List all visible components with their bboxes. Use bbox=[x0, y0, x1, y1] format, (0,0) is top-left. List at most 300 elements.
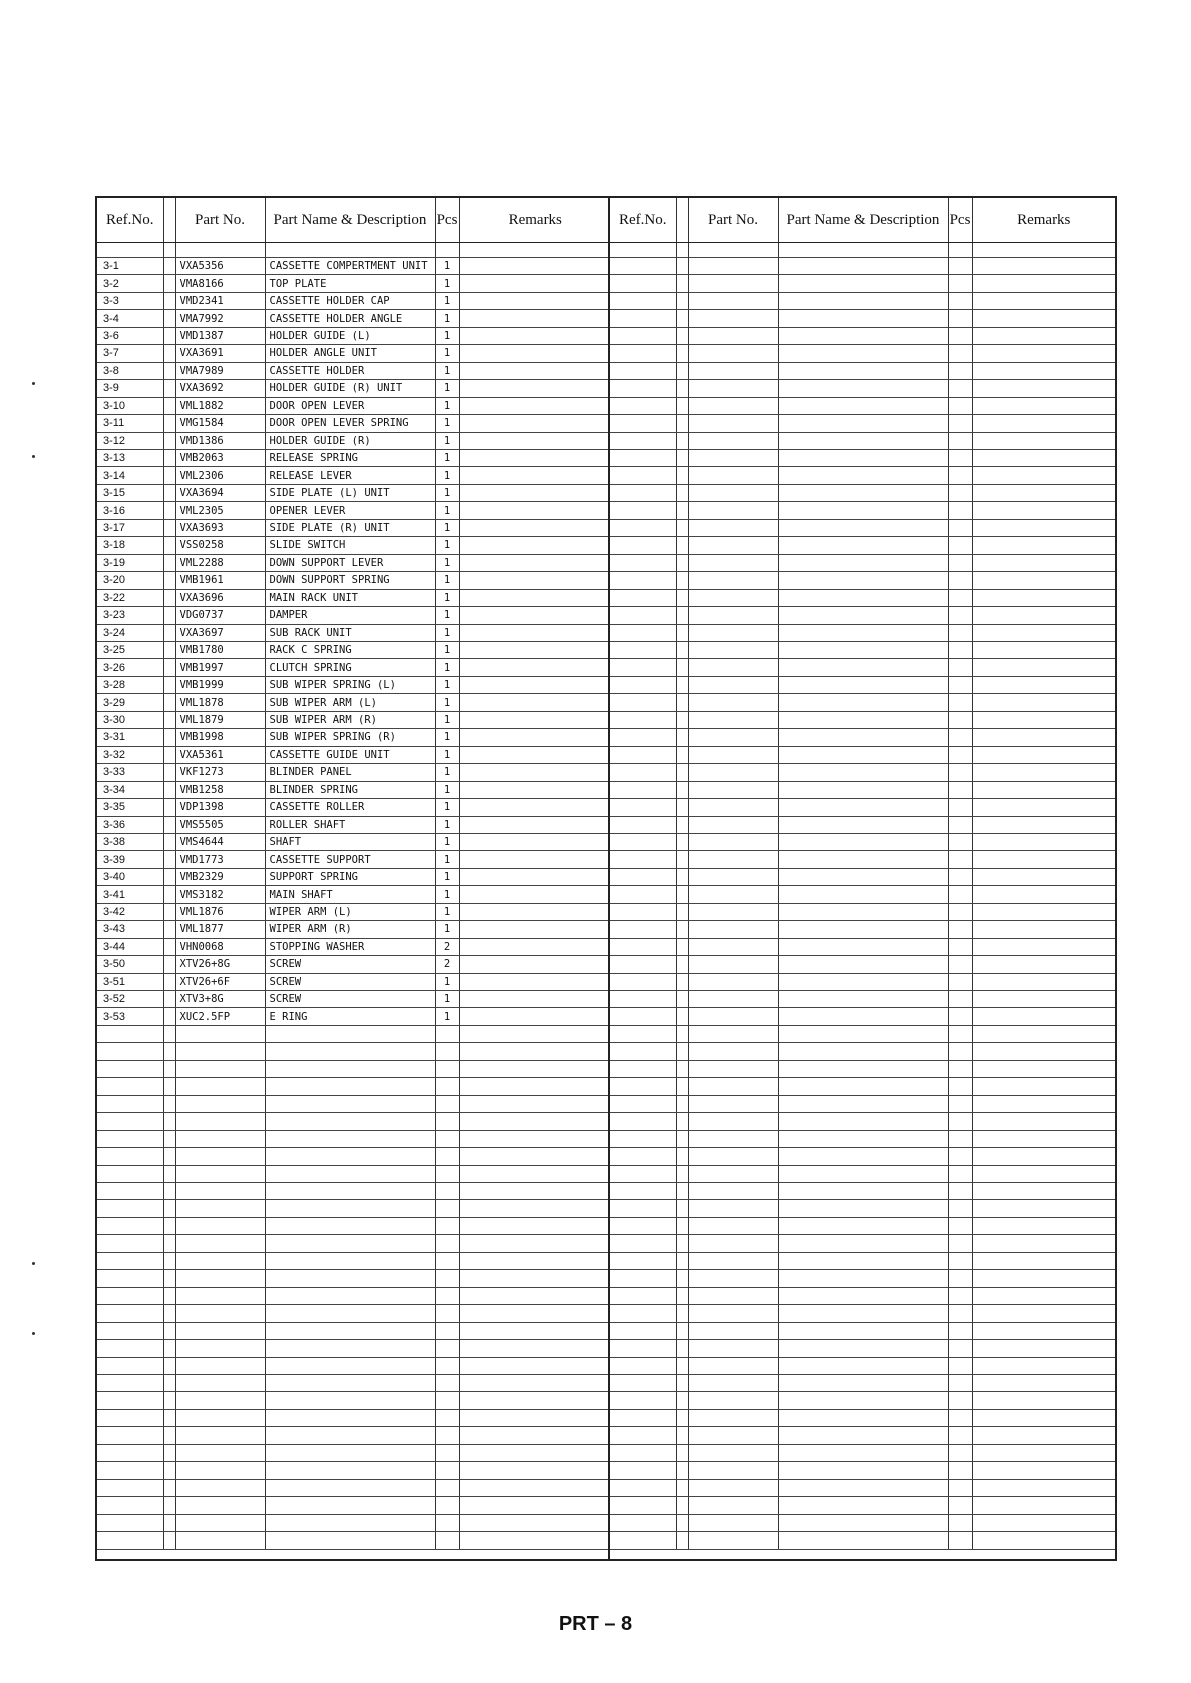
spacer-cell bbox=[163, 659, 175, 676]
pcs-cell bbox=[948, 711, 972, 728]
ref-cell bbox=[610, 991, 676, 1008]
ref-cell bbox=[610, 519, 676, 536]
pcs-cell bbox=[948, 868, 972, 885]
pcs-cell bbox=[948, 345, 972, 362]
pcs-cell: 1 bbox=[435, 886, 459, 903]
part-no-cell bbox=[175, 1270, 265, 1287]
ref-cell bbox=[610, 1514, 676, 1531]
pcs-cell bbox=[435, 1392, 459, 1409]
part-name-cell: SUB WIPER ARM (L) bbox=[265, 694, 435, 711]
ref-cell bbox=[610, 415, 676, 432]
pcs-cell bbox=[948, 1060, 972, 1077]
part-no-cell: VML1879 bbox=[175, 711, 265, 728]
ref-cell bbox=[610, 781, 676, 798]
part-name-cell bbox=[265, 1025, 435, 1042]
pcs-cell: 1 bbox=[435, 432, 459, 449]
remarks-cell bbox=[972, 1479, 1115, 1496]
part-no-cell: VMD2341 bbox=[175, 292, 265, 309]
part-no-cell bbox=[688, 746, 778, 763]
part-no-cell bbox=[688, 1130, 778, 1147]
remarks-cell bbox=[459, 659, 611, 676]
ref-cell bbox=[610, 432, 676, 449]
part-name-cell bbox=[265, 1217, 435, 1234]
ref-cell bbox=[610, 1183, 676, 1200]
part-name-cell: MAIN RACK UNIT bbox=[265, 589, 435, 606]
part-no-cell: VMD1773 bbox=[175, 851, 265, 868]
empty-table-row bbox=[610, 397, 1115, 414]
table-row bbox=[97, 432, 611, 449]
spacer-cell bbox=[163, 1252, 175, 1269]
pcs-cell bbox=[948, 1532, 972, 1549]
empty-table-row bbox=[97, 1357, 611, 1374]
pcs-cell: 1 bbox=[435, 607, 459, 624]
spacer-cell bbox=[676, 676, 688, 693]
spacer-cell bbox=[676, 554, 688, 571]
empty-table-row bbox=[610, 1270, 1115, 1287]
part-name-cell bbox=[778, 938, 948, 955]
part-no-cell: VMS5505 bbox=[175, 816, 265, 833]
table-row bbox=[97, 694, 611, 711]
part-no-cell: VML2305 bbox=[175, 502, 265, 519]
part-no-cell: VMD1386 bbox=[175, 432, 265, 449]
empty-table-row bbox=[97, 1497, 611, 1514]
part-name-cell bbox=[778, 415, 948, 432]
part-name-cell: WIPER ARM (L) bbox=[265, 903, 435, 920]
part-name-cell bbox=[265, 1287, 435, 1304]
empty-table-row bbox=[610, 502, 1115, 519]
remarks-cell bbox=[972, 1025, 1115, 1042]
spacer-cell bbox=[163, 292, 175, 309]
ref-cell bbox=[610, 607, 676, 624]
part-name-cell bbox=[265, 1497, 435, 1514]
part-no-cell bbox=[688, 764, 778, 781]
part-name-cell: SIDE PLATE (L) UNIT bbox=[265, 484, 435, 501]
part-name-cell bbox=[778, 1183, 948, 1200]
part-no-cell bbox=[175, 1148, 265, 1165]
ref-cell bbox=[610, 449, 676, 466]
remarks-cell bbox=[459, 1095, 611, 1112]
ref-cell bbox=[610, 1095, 676, 1112]
remarks-cell bbox=[972, 1217, 1115, 1234]
part-no-cell bbox=[175, 1217, 265, 1234]
part-no-cell: VMS3182 bbox=[175, 886, 265, 903]
part-no-cell bbox=[688, 641, 778, 658]
pcs-cell bbox=[948, 1340, 972, 1357]
ref-cell bbox=[610, 1287, 676, 1304]
remarks-cell bbox=[459, 1165, 611, 1182]
ref-cell bbox=[610, 345, 676, 362]
remarks-cell bbox=[459, 1340, 611, 1357]
pcs-cell bbox=[948, 1148, 972, 1165]
part-no-cell bbox=[175, 1322, 265, 1339]
spacer-cell bbox=[676, 729, 688, 746]
empty-table-row bbox=[610, 1078, 1115, 1095]
part-name-cell: SHAFT bbox=[265, 833, 435, 850]
remarks-cell bbox=[972, 1340, 1115, 1357]
part-no-cell bbox=[175, 1252, 265, 1269]
spacer-cell bbox=[676, 432, 688, 449]
remarks-cell bbox=[459, 921, 611, 938]
ref-cell bbox=[610, 572, 676, 589]
ref-cell bbox=[97, 1479, 163, 1496]
table-row bbox=[97, 1008, 611, 1025]
part-no-cell bbox=[688, 1287, 778, 1304]
part-no-cell bbox=[175, 1340, 265, 1357]
table-row bbox=[97, 729, 611, 746]
ref-cell bbox=[610, 1200, 676, 1217]
ref-cell bbox=[610, 1165, 676, 1182]
ref-cell bbox=[610, 1235, 676, 1252]
remarks-cell bbox=[972, 607, 1115, 624]
table-row bbox=[97, 537, 611, 554]
pcs-cell bbox=[948, 1392, 972, 1409]
pcs-cell bbox=[435, 1217, 459, 1234]
part-no-cell bbox=[688, 1043, 778, 1060]
part-name-cell: CASSETTE SUPPORT bbox=[265, 851, 435, 868]
remarks-cell bbox=[459, 746, 611, 763]
part-name-cell bbox=[778, 1532, 948, 1549]
remarks-cell bbox=[459, 345, 611, 362]
ref-cell: 3-23 bbox=[97, 607, 163, 624]
table-row bbox=[97, 816, 611, 833]
pcs-cell bbox=[948, 886, 972, 903]
remarks-cell bbox=[459, 1427, 611, 1444]
remarks-cell bbox=[459, 903, 611, 920]
part-no-cell bbox=[688, 258, 778, 275]
part-name-cell: CASSETTE ROLLER bbox=[265, 799, 435, 816]
spacer-cell bbox=[163, 903, 175, 920]
empty-table-row bbox=[610, 1444, 1115, 1461]
empty-table-row bbox=[97, 1322, 611, 1339]
spacer-cell bbox=[676, 991, 688, 1008]
remarks-cell bbox=[972, 799, 1115, 816]
part-no-cell bbox=[688, 1375, 778, 1392]
empty-table-row bbox=[610, 816, 1115, 833]
ref-cell bbox=[610, 833, 676, 850]
part-name-cell bbox=[265, 1427, 435, 1444]
remarks-cell bbox=[972, 973, 1115, 990]
remarks-cell bbox=[459, 292, 611, 309]
ref-cell bbox=[610, 1409, 676, 1426]
remarks-cell bbox=[972, 816, 1115, 833]
pcs-cell: 1 bbox=[435, 362, 459, 379]
part-no-cell bbox=[688, 694, 778, 711]
header-part-no: Part No. bbox=[688, 198, 778, 243]
table-row bbox=[97, 292, 611, 309]
spacer-cell bbox=[676, 572, 688, 589]
pcs-cell bbox=[948, 624, 972, 641]
empty-table-row bbox=[97, 1479, 611, 1496]
remarks-cell bbox=[972, 292, 1115, 309]
remarks-cell bbox=[972, 1200, 1115, 1217]
spacer-cell bbox=[163, 572, 175, 589]
spacer-cell bbox=[676, 397, 688, 414]
part-name-cell bbox=[778, 292, 948, 309]
part-name-cell bbox=[778, 345, 948, 362]
empty-table-row bbox=[610, 781, 1115, 798]
remarks-cell bbox=[972, 1444, 1115, 1461]
part-no-cell: VHN0068 bbox=[175, 938, 265, 955]
pcs-cell: 1 bbox=[435, 851, 459, 868]
empty-table-row bbox=[610, 1340, 1115, 1357]
part-no-cell: VMG1584 bbox=[175, 415, 265, 432]
empty-table-row bbox=[97, 1462, 611, 1479]
remarks-cell bbox=[459, 1270, 611, 1287]
remarks-cell bbox=[459, 1200, 611, 1217]
spacer-cell bbox=[163, 746, 175, 763]
empty-table-row bbox=[610, 694, 1115, 711]
part-no-cell: VMB1961 bbox=[175, 572, 265, 589]
part-name-cell bbox=[778, 1479, 948, 1496]
ref-cell bbox=[97, 1200, 163, 1217]
pcs-cell bbox=[435, 1113, 459, 1130]
part-no-cell: VMB1998 bbox=[175, 729, 265, 746]
spacer-cell bbox=[163, 886, 175, 903]
pcs-cell: 1 bbox=[435, 1008, 459, 1025]
part-name-cell bbox=[778, 868, 948, 885]
ref-cell bbox=[610, 799, 676, 816]
pcs-cell bbox=[948, 938, 972, 955]
remarks-cell bbox=[972, 1375, 1115, 1392]
pcs-cell bbox=[435, 1060, 459, 1077]
ref-cell bbox=[97, 1322, 163, 1339]
part-name-cell bbox=[778, 1043, 948, 1060]
ref-cell bbox=[610, 327, 676, 344]
part-name-cell bbox=[265, 1514, 435, 1531]
remarks-cell bbox=[459, 607, 611, 624]
spacer-cell bbox=[163, 833, 175, 850]
spacer-cell bbox=[163, 711, 175, 728]
pcs-cell bbox=[948, 729, 972, 746]
spacer-cell bbox=[676, 292, 688, 309]
empty-table-row bbox=[610, 1130, 1115, 1147]
spacer-cell bbox=[163, 1095, 175, 1112]
part-name-cell bbox=[778, 973, 948, 990]
spacer-cell bbox=[163, 380, 175, 397]
part-no-cell bbox=[688, 1444, 778, 1461]
part-no-cell bbox=[688, 1462, 778, 1479]
scan-speck bbox=[32, 455, 35, 458]
spacer-cell bbox=[676, 938, 688, 955]
ref-cell bbox=[610, 1270, 676, 1287]
table-row bbox=[97, 484, 611, 501]
part-name-cell: HOLDER GUIDE (R) bbox=[265, 432, 435, 449]
ref-cell bbox=[610, 484, 676, 501]
spacer-cell bbox=[163, 467, 175, 484]
empty-table-row bbox=[610, 415, 1115, 432]
table-row bbox=[97, 467, 611, 484]
spacer-cell bbox=[163, 729, 175, 746]
spacer-cell bbox=[163, 1375, 175, 1392]
pcs-cell bbox=[948, 1497, 972, 1514]
part-no-cell: VXA3693 bbox=[175, 519, 265, 536]
remarks-cell bbox=[972, 1078, 1115, 1095]
part-no-cell: VXA5361 bbox=[175, 746, 265, 763]
remarks-cell bbox=[972, 1427, 1115, 1444]
empty-table-row bbox=[97, 1340, 611, 1357]
remarks-cell bbox=[459, 764, 611, 781]
empty-table-row bbox=[610, 1479, 1115, 1496]
remarks-cell bbox=[972, 676, 1115, 693]
ref-cell: 3-22 bbox=[97, 589, 163, 606]
part-no-cell bbox=[688, 243, 778, 258]
remarks-cell bbox=[972, 1183, 1115, 1200]
remarks-cell bbox=[459, 484, 611, 501]
remarks-cell bbox=[459, 1252, 611, 1269]
part-no-cell: VMB1997 bbox=[175, 659, 265, 676]
remarks-cell bbox=[972, 903, 1115, 920]
pcs-cell bbox=[948, 1479, 972, 1496]
ref-cell bbox=[97, 1095, 163, 1112]
part-name-cell bbox=[778, 676, 948, 693]
pcs-cell: 1 bbox=[435, 292, 459, 309]
spacer-cell bbox=[676, 589, 688, 606]
part-name-cell bbox=[778, 537, 948, 554]
spacer-cell bbox=[163, 1043, 175, 1060]
part-name-cell: BLINDER SPRING bbox=[265, 781, 435, 798]
table-header-row bbox=[97, 198, 611, 243]
remarks-cell bbox=[459, 816, 611, 833]
ref-cell bbox=[610, 1392, 676, 1409]
remarks-cell bbox=[459, 415, 611, 432]
table-row bbox=[97, 554, 611, 571]
pcs-cell: 1 bbox=[435, 816, 459, 833]
ref-cell bbox=[97, 1148, 163, 1165]
spacer-cell bbox=[163, 554, 175, 571]
part-name-cell bbox=[265, 1130, 435, 1147]
empty-table-row bbox=[610, 1532, 1115, 1549]
spacer-cell bbox=[163, 362, 175, 379]
ref-cell bbox=[610, 1479, 676, 1496]
part-no-cell bbox=[175, 1113, 265, 1130]
pcs-cell bbox=[435, 1148, 459, 1165]
empty-table-row bbox=[610, 886, 1115, 903]
table-row bbox=[97, 641, 611, 658]
spacer-cell bbox=[163, 694, 175, 711]
part-no-cell bbox=[688, 1078, 778, 1095]
empty-table-row bbox=[610, 1305, 1115, 1322]
ref-cell: 3-13 bbox=[97, 449, 163, 466]
empty-table-row bbox=[610, 764, 1115, 781]
remarks-cell bbox=[459, 676, 611, 693]
pcs-cell: 1 bbox=[435, 764, 459, 781]
pcs-cell bbox=[948, 921, 972, 938]
ref-cell bbox=[610, 1060, 676, 1077]
part-name-cell bbox=[265, 1043, 435, 1060]
remarks-cell bbox=[972, 1148, 1115, 1165]
pcs-cell bbox=[948, 1130, 972, 1147]
part-no-cell: VMS4644 bbox=[175, 833, 265, 850]
empty-table-row bbox=[610, 1252, 1115, 1269]
ref-cell bbox=[97, 1078, 163, 1095]
remarks-cell bbox=[459, 624, 611, 641]
spacer-cell bbox=[676, 1095, 688, 1112]
ref-cell bbox=[610, 243, 676, 258]
pcs-cell bbox=[948, 554, 972, 571]
part-name-cell: CASSETTE HOLDER bbox=[265, 362, 435, 379]
part-no-cell: VML1876 bbox=[175, 903, 265, 920]
spacer-cell bbox=[163, 1165, 175, 1182]
pcs-cell: 1 bbox=[435, 380, 459, 397]
empty-table-row bbox=[610, 310, 1115, 327]
pcs-cell bbox=[435, 1235, 459, 1252]
empty-table-row bbox=[610, 243, 1115, 258]
empty-table-row bbox=[610, 258, 1115, 275]
remarks-cell bbox=[459, 641, 611, 658]
empty-table-row bbox=[610, 1462, 1115, 1479]
table-row bbox=[97, 258, 611, 275]
ref-cell bbox=[610, 258, 676, 275]
table-row bbox=[97, 362, 611, 379]
part-name-cell bbox=[778, 1095, 948, 1112]
spacer-cell bbox=[163, 607, 175, 624]
parts-list-sheet bbox=[95, 196, 1117, 1561]
part-name-cell bbox=[778, 362, 948, 379]
part-name-cell: STOPPING WASHER bbox=[265, 938, 435, 955]
part-name-cell bbox=[265, 1060, 435, 1077]
remarks-cell bbox=[459, 1392, 611, 1409]
spacer-cell bbox=[676, 1287, 688, 1304]
empty-table-row bbox=[610, 1200, 1115, 1217]
remarks-cell bbox=[972, 764, 1115, 781]
pcs-cell bbox=[948, 258, 972, 275]
part-name-cell bbox=[778, 851, 948, 868]
empty-table-row bbox=[610, 1497, 1115, 1514]
spacer-cell bbox=[676, 746, 688, 763]
pcs-cell bbox=[435, 1165, 459, 1182]
spacer-cell bbox=[163, 1060, 175, 1077]
part-name-cell: ROLLER SHAFT bbox=[265, 816, 435, 833]
header-part-name: Part Name & Description bbox=[778, 198, 948, 243]
header-ref-no: Ref.No. bbox=[610, 198, 676, 243]
remarks-cell bbox=[459, 886, 611, 903]
pcs-cell bbox=[435, 1200, 459, 1217]
spacer-cell bbox=[676, 449, 688, 466]
spacer-cell bbox=[676, 607, 688, 624]
ref-cell bbox=[610, 903, 676, 920]
pcs-cell bbox=[435, 1462, 459, 1479]
part-name-cell bbox=[265, 1462, 435, 1479]
part-name-cell: SCREW bbox=[265, 991, 435, 1008]
pcs-cell bbox=[948, 903, 972, 920]
part-name-cell bbox=[778, 781, 948, 798]
part-no-cell: XTV26+6F bbox=[175, 973, 265, 990]
part-name-cell: MAIN SHAFT bbox=[265, 886, 435, 903]
spacer-cell bbox=[676, 1514, 688, 1531]
empty-table-row bbox=[610, 537, 1115, 554]
remarks-cell bbox=[459, 1479, 611, 1496]
pcs-cell bbox=[948, 607, 972, 624]
table-row bbox=[97, 519, 611, 536]
spacer-cell bbox=[163, 1287, 175, 1304]
ref-cell bbox=[610, 851, 676, 868]
pcs-cell: 1 bbox=[435, 694, 459, 711]
remarks-cell bbox=[972, 729, 1115, 746]
part-no-cell bbox=[175, 1025, 265, 1042]
spacer-cell bbox=[676, 1130, 688, 1147]
pcs-cell bbox=[948, 1357, 972, 1374]
ref-cell bbox=[97, 1130, 163, 1147]
table-row bbox=[97, 868, 611, 885]
ref-cell bbox=[610, 1305, 676, 1322]
pcs-cell: 1 bbox=[435, 921, 459, 938]
pcs-cell: 1 bbox=[435, 973, 459, 990]
remarks-cell bbox=[459, 432, 611, 449]
part-no-cell bbox=[688, 1479, 778, 1496]
pcs-cell: 1 bbox=[435, 833, 459, 850]
empty-table-row bbox=[97, 1200, 611, 1217]
part-no-cell: VMB1258 bbox=[175, 781, 265, 798]
